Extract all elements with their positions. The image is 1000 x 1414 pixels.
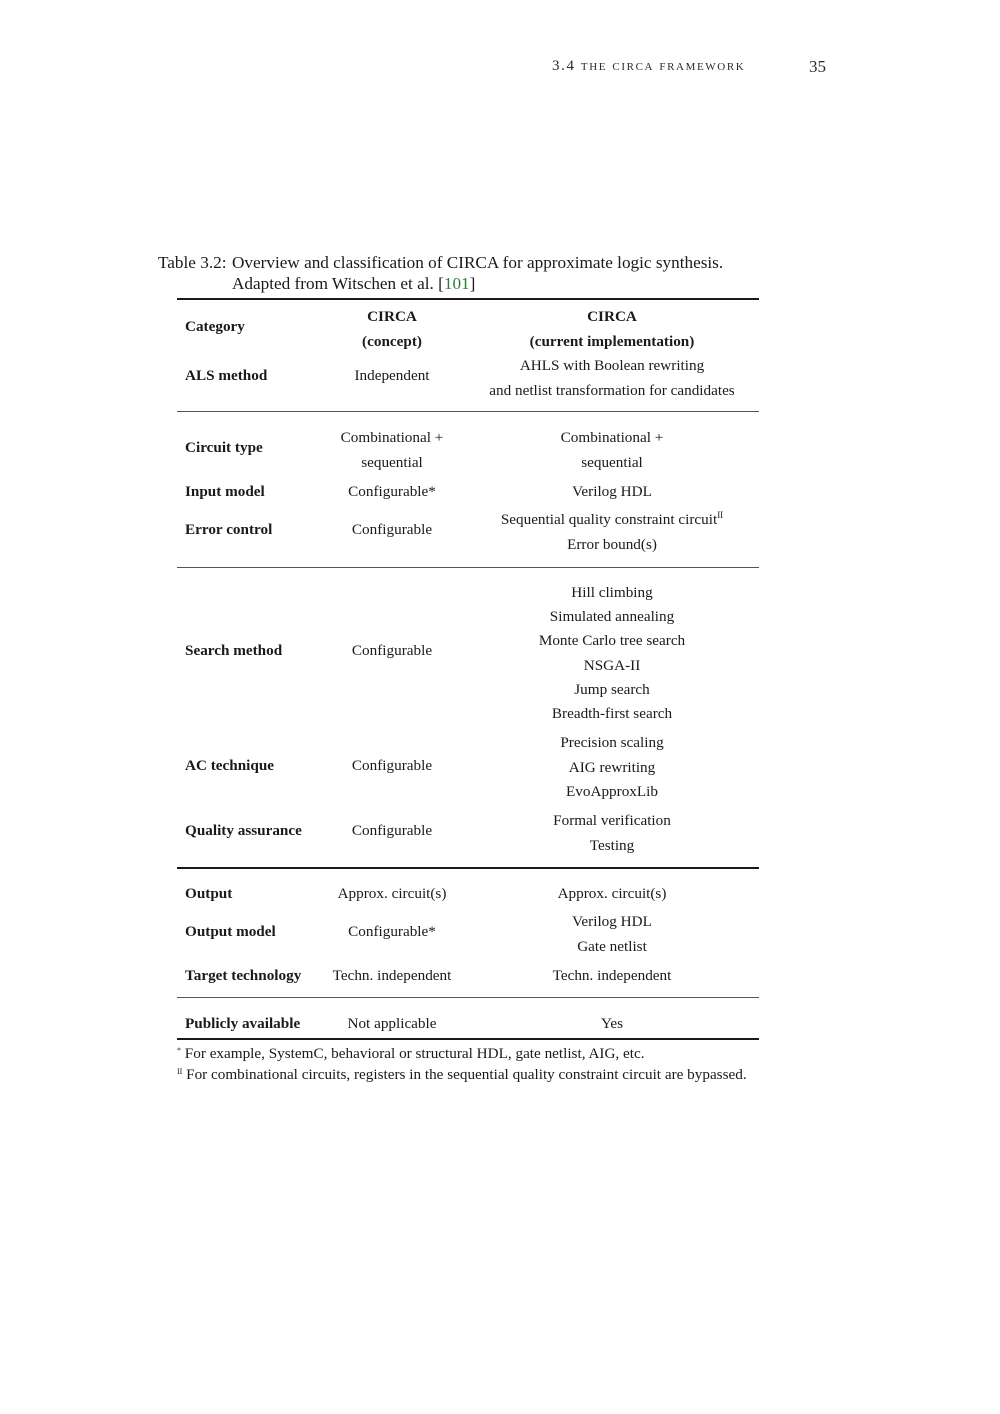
table-footnotes: [177, 1044, 759, 1085]
row-current: Yes: [600, 1015, 624, 1032]
row-category: Output model: [185, 923, 276, 940]
row-concept: Configurable: [351, 757, 433, 774]
row-current: Combinational + sequential: [560, 429, 664, 471]
header-current: CIRCA (current implementation): [529, 308, 695, 350]
row-current: Verilog HDL Gate netlist: [572, 913, 652, 955]
row-category: ALS method: [185, 367, 268, 384]
row-concept: Configurable: [351, 822, 433, 839]
row-category: Input model: [185, 483, 265, 500]
footnote-ii: $^{II}$ For combinational circuits, registers in the sequential quality constraint circuit are bypassed.: [177, 1065, 747, 1083]
row-category: Circuit type: [185, 439, 263, 456]
table-bottom-rule: [177, 1038, 759, 1040]
row-concept: Configurable: [351, 521, 433, 538]
table-caption: [158, 252, 788, 294]
header-category: Category: [185, 318, 245, 335]
row-current: Hill climbing Simulated annealing Monte Carlo tree search NSGA-II Jump search Breadth-first search: [538, 584, 686, 723]
row-concept: Approx. circuit(s): [337, 885, 447, 902]
row-current: Formal verification Testing: [553, 812, 671, 854]
citation-link[interactable]: 101: [443, 274, 470, 293]
row-category: Publicly available: [185, 1015, 301, 1032]
table-rule: [177, 411, 759, 412]
row-current: AHLS with Boolean rewriting and netlist transformation for candidates: [489, 357, 735, 399]
row-concept: Configurable*: [348, 483, 436, 500]
row-current: Techn. independent: [552, 967, 672, 984]
section-title: 3.4 the circa framework: [552, 58, 746, 74]
table-top-rule: [177, 298, 759, 300]
caption-bracket: ]: [469, 274, 476, 293]
row-concept: Configurable: [351, 642, 433, 659]
table-rule: [177, 567, 759, 568]
row-concept: Techn. independent: [332, 967, 452, 984]
row-category: Target technology: [185, 967, 302, 984]
caption-label: Table 3.2:: [158, 253, 227, 272]
row-concept: Configurable*: [348, 923, 436, 940]
row-current: Sequential quality constraint circuit$^{II}$ Error bound(s): [500, 509, 724, 553]
row-current: Precision scaling AIG rewriting EvoApproxLib: [560, 734, 664, 800]
row-current: Verilog HDL: [572, 483, 652, 500]
header-concept: CIRCA (concept): [362, 308, 422, 350]
row-category: Quality assurance: [185, 822, 302, 839]
row-concept: Not applicable: [347, 1015, 437, 1032]
row-category: Search method: [185, 642, 283, 659]
row-current: Approx. circuit(s): [557, 885, 667, 902]
table-rule: [177, 997, 759, 998]
row-category: Output: [185, 885, 233, 902]
footnote-mark: II: [717, 509, 724, 520]
table-rule: [177, 867, 759, 869]
row-category: AC technique: [185, 757, 275, 774]
row-concept: Independent: [354, 367, 430, 384]
caption-line-2: Adapted from Witschen et al. [: [232, 274, 444, 293]
caption-line-1: Overview and classification of CIRCA for approximate logic synthesis.: [232, 253, 724, 272]
row-concept: Combinational + sequential: [340, 429, 444, 471]
running-head: [552, 57, 826, 76]
page-number: 35: [809, 57, 826, 76]
footnote-star: * For example, SystemC, behavioral or structural HDL, gate netlist, AIG, etc.: [177, 1045, 645, 1062]
row-category: Error control: [185, 521, 273, 538]
